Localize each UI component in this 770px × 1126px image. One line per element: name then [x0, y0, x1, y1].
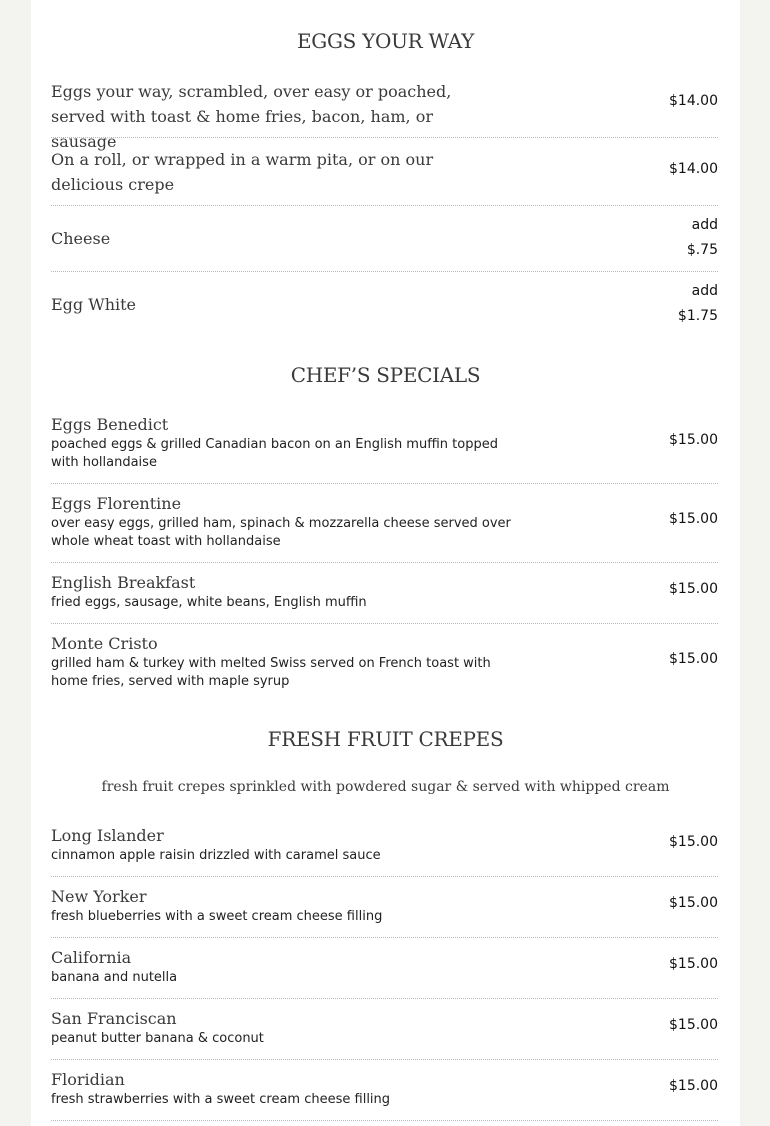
item-name: Eggs Benedict — [51, 415, 169, 434]
menu-item — [51, 79, 718, 151]
price-prefix: add — [691, 217, 718, 233]
menu-item — [51, 415, 718, 484]
menu-item — [51, 494, 718, 563]
item-description: fried eggs, sausage, white beans, English muffin — [51, 595, 367, 610]
item-name: Long Islander — [51, 826, 164, 845]
item-price: $14.00 — [669, 93, 718, 109]
item-description: cinnamon apple raisin drizzled with caramel sauce — [51, 848, 381, 863]
item-price: $15.00 — [669, 834, 718, 850]
menu-item — [51, 213, 718, 272]
item-description: banana and nutella — [51, 970, 178, 985]
item-price: $15.00 — [669, 581, 718, 597]
item-price: $14.00 — [669, 161, 718, 177]
item-price: $15.00 — [669, 956, 718, 972]
item-description: fresh blueberries with a sweet cream cheese filling — [51, 909, 383, 924]
item-price: $15.00 — [669, 895, 718, 911]
item-name: Eggs your way, scrambled, over easy or poached, served with toast & home fries, bacon, ham, or sausage — [51, 82, 452, 151]
price-value: $1.75 — [677, 308, 718, 324]
item-name: San Franciscan — [51, 1009, 177, 1028]
section-title-eggs: EGGS YOUR WAY — [297, 29, 474, 53]
section-title-crepes: FRESH FRUIT CREPES — [267, 727, 504, 751]
menu-item — [51, 279, 718, 329]
menu-item — [51, 948, 718, 999]
item-price — [638, 213, 718, 263]
item-name: New Yorker — [51, 887, 147, 906]
item-price: $15.00 — [669, 432, 718, 448]
menu-item — [51, 826, 718, 877]
item-name: California — [51, 948, 132, 967]
item-name: On a roll, or wrapped in a warm pita, or on our delicious crepe — [51, 150, 434, 194]
item-name: English Breakfast — [51, 573, 196, 592]
menu-item — [51, 1009, 718, 1060]
item-name: Floridian — [51, 1070, 125, 1089]
item-description: poached eggs & grilled Canadian bacon on an English muffin topped with hollandaise — [51, 437, 498, 470]
item-description: fresh strawberries with a sweet cream cheese filling — [51, 1092, 391, 1107]
item-name: Eggs Florentine — [51, 494, 182, 513]
item-description: over easy eggs, grilled ham, spinach & mozzarella cheese served over whole wheat toast with hollandaise — [51, 516, 511, 549]
item-price: $15.00 — [669, 651, 718, 667]
menu-item — [51, 634, 718, 694]
item-price: $15.00 — [669, 1017, 718, 1033]
item-name: Egg White — [51, 295, 137, 314]
section-title-specials: CHEF’S SPECIALS — [290, 363, 481, 387]
menu-item — [51, 1070, 718, 1121]
item-name: Monte Cristo — [51, 634, 158, 653]
menu-item — [51, 573, 718, 624]
menu-page — [31, 0, 740, 1126]
section-note-crepes: fresh fruit crepes sprinkled with powdered sugar & served with whipped cream — [101, 779, 670, 795]
item-description: peanut butter banana & coconut — [51, 1031, 264, 1046]
item-description: grilled ham & turkey with melted Swiss served on French toast with home fries, served with maple syrup — [51, 656, 491, 689]
menu-item — [51, 887, 718, 938]
menu-item — [51, 147, 718, 206]
item-name: Cheese — [51, 229, 111, 248]
item-price — [638, 279, 718, 329]
price-value: $.75 — [686, 242, 718, 258]
item-price: $15.00 — [669, 1078, 718, 1094]
price-prefix: add — [691, 283, 718, 299]
item-price: $15.00 — [669, 511, 718, 527]
